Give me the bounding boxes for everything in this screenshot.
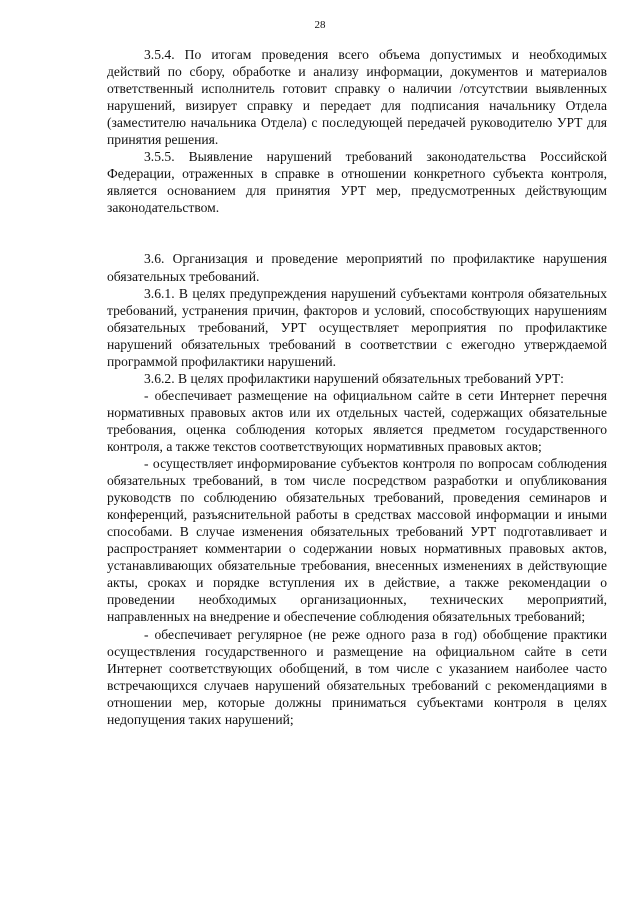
paragraph-3-5-4: 3.5.4. По итогам проведения всего объема допустимых и необходимых действий по сбору, обработке и анализу информации, документов и материалов ответственный исполнитель готовит справку о наличии /отсутствии выявленных нарушений, визирует справку и передает для подписания начальнику Отдела (заместителю начальника Отдела) с последующей передачей руководителю УРТ для принятия решения. <box>107 47 607 148</box>
paragraph-3-6-1: 3.6.1. В целях предупреждения нарушений субъектами контроля обязательных требований, устранения причин, факторов и условий, способствующих нарушениям обязательных требований, УРТ осуществляет мероприятия по профилактике нарушений обязательных требований в соответствии с ежегодно утверждаемой программой профилактики нарушений. <box>107 285 607 369</box>
section-heading-3-6: 3.6. Организация и проведение мероприятий по профилактике нарушения обязательных требований. <box>107 251 607 284</box>
list-item-publication: - обеспечивает размещение на официальном сайте в сети Интернет перечня нормативных правовых актов или их отдельных частей, содержащих обязательные требования, оценка соблюдения которых является предметом государственного контроля, а также текстов соответствующих нормативных правовых актов; <box>107 387 607 454</box>
list-item-informing: - осуществляет информирование субъектов контроля по вопросам соблюдения обязательных требований, в том числе посредством разработки и опубликования руководств по соблюдению обязательных требований, проведения семинаров и конференций, разъяснительной работы в средствах массовой информации и иными способами. В случае изменения обязательных требований УРТ подготавливает и распространяет комментарии о содержании новых нормативных правовых актов, устанавливающих обязательные требования, внесенных изменениях в действующие акты, сроках и порядке вступления их в действие, а также рекомендации о проведении необходимых организационных, технических мероприятий, направленных на внедрение и обеспечение соблюдения обязательных требований; <box>107 456 607 625</box>
paragraph-3-5-5: 3.5.5. Выявление нарушений требований законодательства Российской Федерации, отраженных в справке в отношении конкретного субъекта контроля, является основанием для принятия УРТ мер, предусмотренных действующим законодательством. <box>107 149 607 216</box>
document-body <box>107 46 607 728</box>
page-number: 28 <box>314 19 326 31</box>
section-spacer <box>107 216 607 250</box>
paragraph-3-6-2: 3.6.2. В целях профилактики нарушений обязательных требований УРТ: <box>144 370 564 386</box>
list-item-generalization: - обеспечивает регулярное (не реже одного раза в год) обобщение практики осуществления государственного и размещение на официальном сайте в сети Интернет соответствующих обобщений, в том числе с указанием наиболее часто встречающихся случаев нарушений обязательных требований с рекомендациями в отношении мер, которые должны приниматься субъектами контроля в целях недопущения таких нарушений; <box>107 626 607 727</box>
